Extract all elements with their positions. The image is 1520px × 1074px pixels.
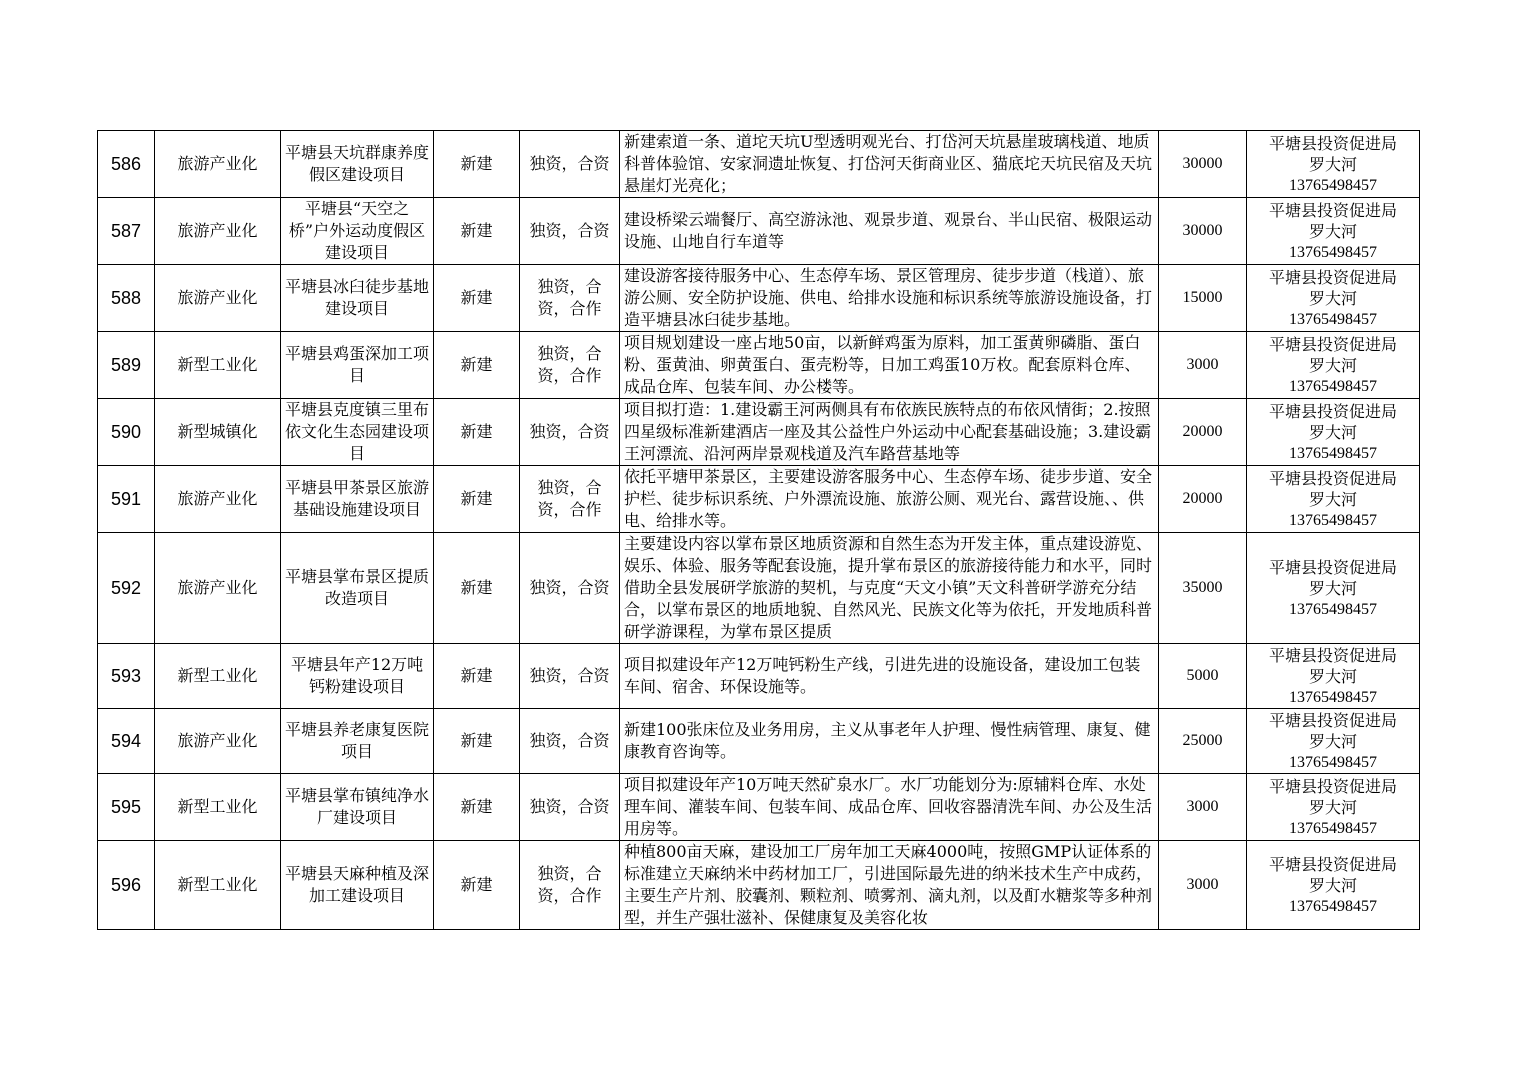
table-row (98, 332, 1420, 399)
cooperation-mode-cell (520, 841, 620, 930)
project-content-cell (620, 399, 1159, 466)
cooperation-mode-cell-text: 独资，合资，合作 (537, 277, 602, 318)
investment-amount-cell: 30000 (1159, 198, 1247, 265)
contact-org: 平塘县投资促进局 (1268, 267, 1397, 287)
construction-type-cell: 新建 (434, 131, 520, 198)
contact-cell (1247, 198, 1420, 265)
construction-type-cell: 新建 (434, 399, 520, 466)
contact-phone: 13765498457 (1289, 243, 1377, 261)
row-number: 593 (98, 644, 155, 709)
cooperation-mode-cell (520, 332, 620, 399)
project-name-cell (281, 265, 434, 332)
cooperation-mode-cell (520, 466, 620, 533)
row-number: 594 (98, 709, 155, 774)
investment-amount-cell: 20000 (1159, 466, 1247, 533)
cooperation-mode-cell-text: 独资，合资 (529, 731, 610, 750)
project-name-cell-text: 平塘县年产12万吨钙粉建设项目 (290, 655, 424, 696)
project-name-cell-text: 平塘县“天空之桥”户外运动度假区建设项目 (288, 199, 426, 262)
contact-cell (1247, 399, 1420, 466)
table-row (98, 131, 1420, 198)
contact-phone: 13765498457 (1289, 511, 1377, 529)
construction-type-cell: 新建 (434, 709, 520, 774)
cooperation-mode-cell-text: 独资，合资 (529, 154, 610, 173)
investment-amount-cell: 3000 (1159, 332, 1247, 399)
cooperation-mode-cell-text: 独资，合资，合作 (537, 344, 602, 385)
table-row (98, 198, 1420, 265)
project-content-cell-text: 建设游客接待服务中心、生态停车场、景区管理房、徒步步道（栈道）、旅游公厕、安全防护设施、供电、给排水设施和标识系统等旅游设施设备，打造平塘县冰臼徒步基地。 (624, 266, 1153, 329)
construction-type-cell: 新建 (434, 644, 520, 709)
row-number: 590 (98, 399, 155, 466)
contact-person: 罗大河 (1308, 154, 1357, 174)
contact-person: 罗大河 (1308, 489, 1357, 509)
row-number: 591 (98, 466, 155, 533)
project-name-cell-text: 平塘县掌布镇纯净水厂建设项目 (285, 786, 430, 827)
contact-person: 罗大河 (1308, 797, 1357, 817)
contact-phone: 13765498457 (1289, 688, 1377, 706)
category-cell: 旅游产业化 (155, 466, 281, 533)
project-content-cell-text: 项目拟建设年产10万吨天然矿泉水厂。水厂功能划分为:原辅料仓库、水处理车间、灌装车间、包装车间、成品仓库、回收容器清洗车间、办公及生活用房等。 (624, 775, 1153, 838)
category-cell: 旅游产业化 (155, 131, 281, 198)
project-name-cell-text: 平塘县掌布景区提质改造项目 (285, 567, 430, 608)
contact-org: 平塘县投资促进局 (1268, 710, 1397, 730)
category-cell: 新型工业化 (155, 841, 281, 930)
category-cell: 旅游产业化 (155, 709, 281, 774)
contact-cell (1247, 466, 1420, 533)
contact-person: 罗大河 (1308, 221, 1357, 241)
cooperation-mode-cell (520, 709, 620, 774)
table-row (98, 644, 1420, 709)
contact-org: 平塘县投资促进局 (1268, 776, 1397, 796)
category-cell: 旅游产业化 (155, 533, 281, 644)
project-content-cell (620, 198, 1159, 265)
project-name-cell-text: 平塘县甲茶景区旅游基础设施建设项目 (285, 478, 430, 519)
construction-type-cell: 新建 (434, 198, 520, 265)
table-row (98, 265, 1420, 332)
contact-person: 罗大河 (1308, 288, 1357, 308)
investment-amount-cell: 3000 (1159, 774, 1247, 841)
project-table (97, 130, 1420, 930)
cooperation-mode-cell (520, 533, 620, 644)
cooperation-mode-cell (520, 644, 620, 709)
row-number: 586 (98, 131, 155, 198)
contact-person: 罗大河 (1308, 875, 1357, 895)
category-cell: 旅游产业化 (155, 265, 281, 332)
table-row (98, 841, 1420, 930)
cooperation-mode-cell (520, 198, 620, 265)
construction-type-cell: 新建 (434, 774, 520, 841)
contact-org: 平塘县投资促进局 (1268, 468, 1397, 488)
project-content-cell (620, 533, 1159, 644)
project-content-cell-text: 建设桥梁云端餐厅、高空游泳池、观景步道、观景台、半山民宿、极限运动设施、山地自行车道等 (624, 210, 1153, 251)
project-content-cell (620, 709, 1159, 774)
project-name-cell-text: 平塘县养老康复医院项目 (285, 720, 430, 761)
contact-cell (1247, 644, 1420, 709)
project-content-cell (620, 466, 1159, 533)
investment-amount-cell: 3000 (1159, 841, 1247, 930)
project-name-cell (281, 774, 434, 841)
project-content-cell-text: 种植800亩天麻，建设加工厂房年加工天麻4000吨，按照GMP认证体系的标准建立天麻纳米中药材加工厂，引进国际最先进的纳米技术生产中成药，主要生产片剂、胶囊剂、颗粒剂、喷雾剂、滴丸剂，以及酊水糖浆等多种剂型，并生产强壮滋补、保健康复及美容化妆 (624, 842, 1153, 927)
project-content-cell (620, 841, 1159, 930)
contact-cell (1247, 265, 1420, 332)
project-content-cell (620, 774, 1159, 841)
contact-person: 罗大河 (1308, 422, 1357, 442)
cooperation-mode-cell-text: 独资，合资 (529, 221, 610, 240)
cooperation-mode-cell-text: 独资，合资 (529, 797, 610, 816)
table-row (98, 399, 1420, 466)
row-number: 595 (98, 774, 155, 841)
investment-amount-cell: 15000 (1159, 265, 1247, 332)
contact-person: 罗大河 (1308, 355, 1357, 375)
contact-person: 罗大河 (1308, 731, 1357, 751)
table-row (98, 533, 1420, 644)
category-cell: 新型工业化 (155, 332, 281, 399)
contact-cell (1247, 709, 1420, 774)
project-name-cell-text: 平塘县天坑群康养度假区建设项目 (285, 143, 430, 184)
cooperation-mode-cell (520, 265, 620, 332)
contact-org: 平塘县投资促进局 (1268, 133, 1397, 153)
table-body (98, 131, 1420, 930)
contact-phone: 13765498457 (1289, 176, 1377, 194)
category-cell: 新型工业化 (155, 774, 281, 841)
contact-org: 平塘县投资促进局 (1268, 401, 1397, 421)
cooperation-mode-cell (520, 131, 620, 198)
contact-cell (1247, 774, 1420, 841)
contact-phone: 13765498457 (1289, 897, 1377, 915)
contact-org: 平塘县投资促进局 (1268, 334, 1397, 354)
investment-amount-cell: 30000 (1159, 131, 1247, 198)
project-name-cell (281, 332, 434, 399)
project-name-cell-text: 平塘县冰臼徒步基地建设项目 (285, 277, 430, 318)
row-number: 588 (98, 265, 155, 332)
cooperation-mode-cell-text: 独资，合资，合作 (537, 478, 602, 519)
contact-org: 平塘县投资促进局 (1268, 854, 1397, 874)
project-name-cell-text: 平塘县克度镇三里布依文化生态园建设项目 (285, 400, 430, 463)
construction-type-cell: 新建 (434, 841, 520, 930)
project-name-cell (281, 198, 434, 265)
project-content-cell (620, 131, 1159, 198)
investment-amount-cell: 5000 (1159, 644, 1247, 709)
project-content-cell-text: 依托平塘甲茶景区，主要建设游客服务中心、生态停车场、徒步步道、安全护栏、徒步标识系统、户外漂流设施、旅游公厕、观光台、露营设施、、供电、给排水等。 (624, 467, 1153, 530)
project-name-cell (281, 709, 434, 774)
cooperation-mode-cell (520, 399, 620, 466)
contact-phone: 13765498457 (1289, 819, 1377, 837)
contact-phone: 13765498457 (1289, 310, 1377, 328)
row-number: 589 (98, 332, 155, 399)
project-content-cell-text: 新建索道一条、道坨天坑U型透明观光台、打岱河天坑悬崖玻璃栈道、地质科普体验馆、安家洞遗址恢复、打岱河天街商业区、猫底坨天坑民宿及天坑悬崖灯光亮化； (624, 132, 1153, 195)
project-content-cell (620, 265, 1159, 332)
row-number: 587 (98, 198, 155, 265)
contact-org: 平塘县投资促进局 (1268, 645, 1397, 665)
project-name-cell (281, 131, 434, 198)
contact-cell (1247, 332, 1420, 399)
project-content-cell-text: 项目规划建设一座占地50亩，以新鲜鸡蛋为原料，加工蛋黄卵磷脂、蛋白粉、蛋黄油、卵黄蛋白、蛋壳粉等，日加工鸡蛋10万枚。配套原料仓库、成品仓库、包装车间、办公楼等。 (624, 333, 1141, 396)
cooperation-mode-cell-text: 独资，合资 (529, 666, 610, 685)
contact-phone: 13765498457 (1289, 600, 1377, 618)
investment-amount-cell: 25000 (1159, 709, 1247, 774)
table-row (98, 774, 1420, 841)
project-name-cell (281, 399, 434, 466)
contact-cell (1247, 131, 1420, 198)
construction-type-cell: 新建 (434, 332, 520, 399)
project-content-cell-text: 新建100张床位及业务用房，主义从事老年人护理、慢性病管理、康复、健康教育咨询等。 (624, 720, 1151, 761)
investment-amount-cell: 20000 (1159, 399, 1247, 466)
contact-person: 罗大河 (1308, 578, 1357, 598)
project-name-cell-text: 平塘县天麻种植及深加工建设项目 (285, 864, 430, 905)
project-name-cell (281, 533, 434, 644)
table-row (98, 466, 1420, 533)
project-name-cell (281, 644, 434, 709)
row-number: 596 (98, 841, 155, 930)
contact-phone: 13765498457 (1289, 753, 1377, 771)
contact-cell (1247, 841, 1420, 930)
project-content-cell (620, 644, 1159, 709)
cooperation-mode-cell-text: 独资，合资 (529, 578, 610, 597)
category-cell: 新型工业化 (155, 644, 281, 709)
contact-org: 平塘县投资促进局 (1268, 200, 1397, 220)
project-content-cell-text: 项目拟打造：1.建设霸王河两侧具有布依族民族特点的布依风情街；2.按照四星级标准新建酒店一座及其公益性户外运动中心配套基础设施；3.建设霸王河漂流、沿河两岸景观栈道及汽车路营基地等 (624, 400, 1152, 463)
construction-type-cell: 新建 (434, 265, 520, 332)
project-name-cell (281, 841, 434, 930)
project-content-cell (620, 332, 1159, 399)
construction-type-cell: 新建 (434, 533, 520, 644)
project-content-cell-text: 项目拟建设年产12万吨钙粉生产线，引进先进的设施设备，建设加工包装车间、宿舍、环保设施等。 (624, 655, 1141, 696)
category-cell: 新型城镇化 (155, 399, 281, 466)
project-name-cell (281, 466, 434, 533)
cooperation-mode-cell-text: 独资，合资，合作 (537, 864, 602, 905)
contact-person: 罗大河 (1308, 666, 1357, 686)
contact-phone: 13765498457 (1289, 377, 1377, 395)
project-content-cell-text: 主要建设内容以掌布景区地质资源和自然生态为开发主体，重点建设游览、娱乐、体验、服务等配套设施，提升掌布景区的旅游接待能力和水平，同时借助全县发展研学旅游的契机，与克度“天文小镇”天文科普研学游充分结合，以掌布景区的地质地貌、自然风光、民族文化等为依托，开发地质科普研学游课程，为掌布景区提质 (624, 534, 1153, 641)
project-name-cell-text: 平塘县鸡蛋深加工项目 (285, 344, 430, 385)
contact-cell (1247, 533, 1420, 644)
cooperation-mode-cell-text: 独资，合资 (529, 422, 610, 441)
contact-org: 平塘县投资促进局 (1268, 557, 1397, 577)
category-cell: 旅游产业化 (155, 198, 281, 265)
investment-amount-cell: 35000 (1159, 533, 1247, 644)
project-table-sheet (97, 130, 1419, 930)
row-number: 592 (98, 533, 155, 644)
cooperation-mode-cell (520, 774, 620, 841)
construction-type-cell: 新建 (434, 466, 520, 533)
table-row (98, 709, 1420, 774)
contact-phone: 13765498457 (1289, 444, 1377, 462)
